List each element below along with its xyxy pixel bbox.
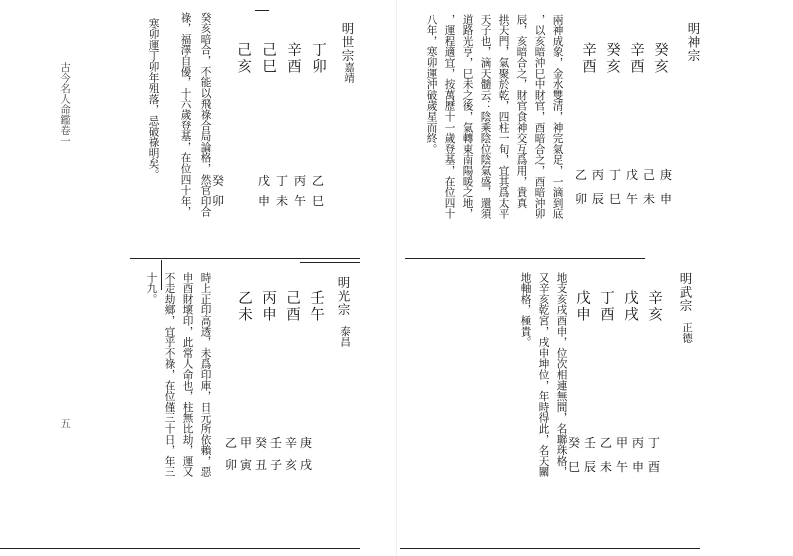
page-number: 五: [59, 418, 71, 429]
pillar-hour: 辛酉: [580, 42, 596, 75]
luck-stems: 庚辛壬癸甲乙: [225, 436, 316, 450]
text-line: 不走劫鄉，宜乎不祿，在位僅三十日，年三: [163, 272, 176, 478]
section-divider: [405, 258, 645, 259]
pillar-year: 壬午: [308, 290, 324, 323]
text-line: 天子也，滴天髓云：陰乘陰位陰氣盛，還須: [479, 14, 492, 220]
pillar-day: 癸亥: [604, 42, 620, 75]
divider-tick: [161, 260, 162, 290]
text-line: 地支亥戌酉申，位次相連無間，名聯珠格，: [555, 272, 568, 478]
luck-branches: 戌亥子丑寅卯: [225, 458, 316, 472]
text-line: 辰，亥暗合之，財官食神交互爲用，貴真: [515, 14, 528, 209]
entry-title: 明武宗: [678, 272, 693, 313]
section-divider: [130, 258, 360, 259]
text-line: ，以亥暗沖巳中財官，酉暗合之，酉暗沖卯: [533, 14, 546, 220]
bottom-rule: [400, 548, 700, 549]
pillar-year: 癸亥: [652, 42, 668, 75]
bottom-rule: [0, 548, 360, 549]
entry-title: 明神宗: [686, 22, 701, 63]
luck-branches: 酉申午未辰巳: [568, 460, 665, 474]
luck-branches: 申未午巳: [257, 194, 330, 208]
entry-era: 泰昌: [339, 326, 351, 347]
text-line: 八年，寒卯運沖破歲星而終。: [425, 14, 438, 155]
pillar-day: 己巳: [260, 42, 276, 75]
luck-stems: 戊丁丙乙: [257, 174, 330, 188]
luck-branches: 申未午巳辰卯: [575, 192, 678, 206]
pillar-day: 丙申: [260, 290, 276, 323]
section-divider: [300, 262, 360, 263]
text-line: 申酉財壞印，此常人命也，柱無比劫，運又: [181, 272, 194, 478]
page-fold: [396, 0, 397, 556]
pillar-year: 丁卯: [310, 42, 326, 75]
text-line: 又辛亥乾宮，戌申坤位，年時得此，名天關: [537, 272, 550, 478]
entry-title: 明世宗: [340, 22, 355, 63]
pillar-month: 戊戌: [622, 290, 638, 323]
text-line: ，運程適宜，按萬歷十一歲登基，在位四十: [443, 14, 456, 220]
luck-stems: 丁丙甲乙壬癸: [568, 436, 665, 450]
text-line: 地軸格，極貴。: [519, 272, 532, 348]
running-header: 古今名人命鑑卷一: [59, 62, 71, 146]
pillar-month: 己酉: [284, 290, 300, 323]
luck-extra-branch: 卯: [212, 194, 225, 208]
pillar-hour: 戊申: [574, 290, 590, 323]
top-rule-fragment: [255, 10, 269, 11]
entry-title: 明光宗: [336, 276, 351, 317]
text-line: 癸亥暗合，不能以飛祿合局論格，然官印合: [199, 12, 212, 218]
pillar-day: 丁酉: [598, 290, 614, 323]
luck-stems: 庚己戊丁丙乙: [575, 168, 678, 182]
text-line: 道路光亨，巳未之後，氣轉東南陽暖之地，: [461, 14, 474, 220]
text-line: 十九。: [145, 272, 158, 305]
text-line: 拱天門，氣聚於乾，四柱一旬，宜其爲太平: [497, 14, 510, 220]
entry-era: 嘉靖: [343, 62, 355, 83]
luck-extra-stem: 癸: [212, 174, 225, 188]
pillar-year: 辛亥: [646, 290, 662, 323]
pillar-hour: 乙未: [236, 290, 252, 323]
entry-era: 正德: [681, 322, 693, 343]
pillar-month: 辛酉: [285, 42, 301, 75]
text-line: 時上正印高透，未爲印庫，日元所依賴，惡: [199, 272, 212, 478]
pillar-month: 辛酉: [628, 42, 644, 75]
text-line: 祿，福澤自優，十六歲登基，在位四十年，: [179, 12, 192, 218]
text-line: 兩神成象，金水雙清，神完氣足，一滴到底: [551, 14, 564, 220]
pillar-hour: 己亥: [235, 42, 251, 75]
continuation-text: 寒卯運丁卯年殂落，忌破祿明矣。: [147, 18, 160, 180]
